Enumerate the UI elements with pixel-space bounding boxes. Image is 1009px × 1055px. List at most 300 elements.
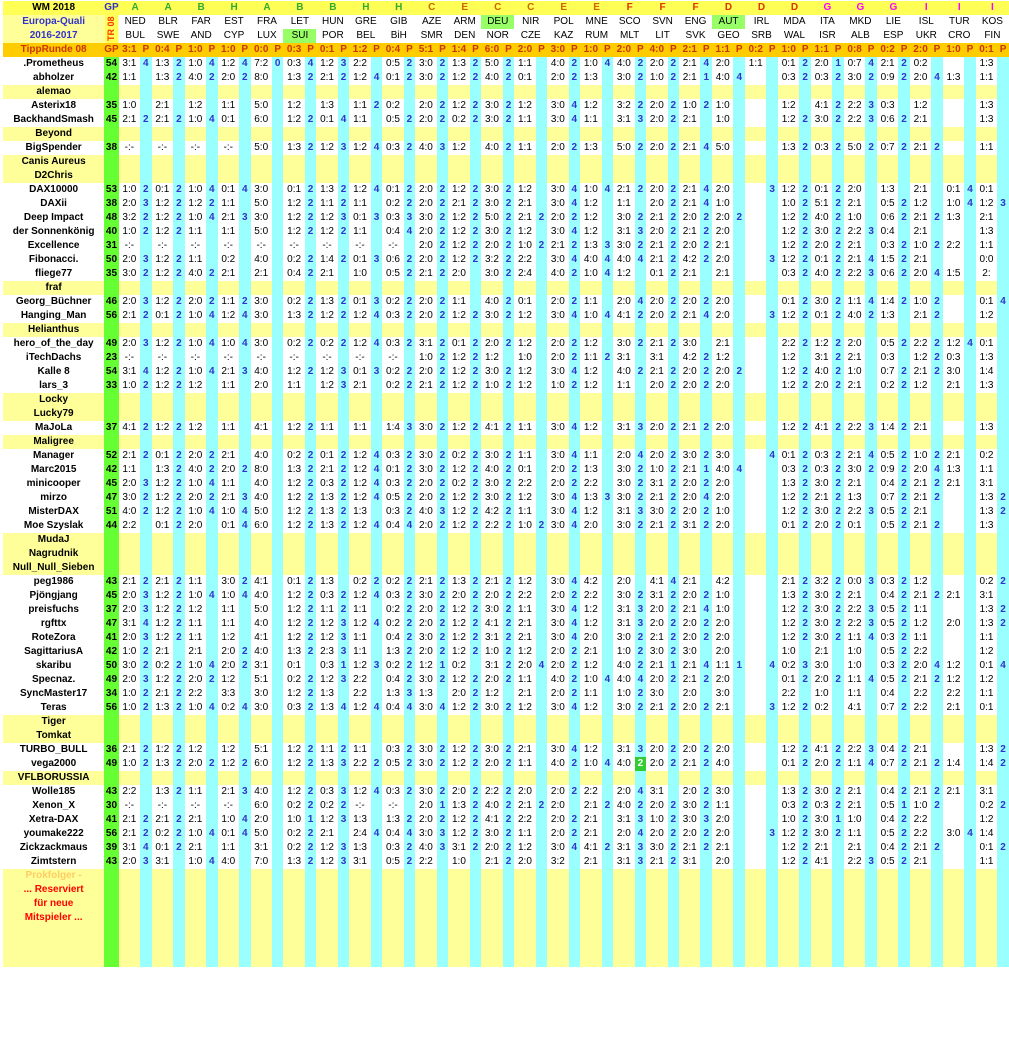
tip-cell [778,715,799,729]
tip-cell: 1:1 [185,225,206,239]
tip-cell: 0:5 [877,197,898,211]
tip-cell: 1:0 [910,295,931,309]
points-cell: 2 [898,211,910,225]
tip-cell [679,561,700,575]
points-cell: 2 [569,337,581,351]
points-cell [371,799,383,813]
tip-cell: 2:1 [910,365,931,379]
tip-cell [251,407,272,421]
tip-cell: 0:3 [382,449,403,463]
tip-cell: -:- [185,351,206,365]
tip-cell: 1:3 [152,757,173,771]
tip-cell: 1:2 [448,183,469,197]
tip-cell: 0:2 [218,253,239,267]
tip-cell [514,281,535,295]
tip-cell: 1:0 [514,519,535,533]
tip-cell: 1:0 [844,211,865,225]
tip-cell [349,547,370,561]
points-cell: 4 [766,449,778,463]
points-cell: 2 [404,197,416,211]
empty-cell [470,883,482,897]
tip-cell [119,533,140,547]
points-cell [569,771,581,785]
points-cell [964,743,976,757]
points-cell: 2 [503,365,515,379]
points-cell: 4 [865,673,877,687]
points-cell: 2 [898,295,910,309]
points-cell [239,743,251,757]
tip-cell: 3:0 [481,827,502,841]
empty-cell [865,925,877,939]
tip-cell: 2:0 [547,645,568,659]
points-cell [964,253,976,267]
points-cell [470,561,482,575]
points-cell: 3 [140,631,152,645]
tip-cell: 2:1 [316,267,337,281]
points-cell [569,799,581,813]
tip-cell: 0:5 [877,799,898,813]
empty-cell [778,869,799,883]
points-cell [964,421,976,435]
points-cell [173,85,185,99]
team-name: SCO [613,15,646,29]
tip-cell: 1:3 [877,309,898,323]
tip-cell: 3:0 [943,365,964,379]
points-cell: 3 [635,421,647,435]
player-gp: 54 [105,366,118,377]
tip-cell [349,323,370,337]
tip-cell: 1:1 [349,197,370,211]
points-cell [239,435,251,449]
points-cell: 4 [569,743,581,757]
points-cell [536,323,548,337]
points-cell [766,617,778,631]
points-cell: 2 [635,309,647,323]
points-cell [272,841,284,855]
points-cell [371,645,383,659]
tip-cell: 2:0 [844,183,865,197]
empty-cell [811,953,832,967]
player-row [3,701,1009,715]
tip-cell [877,729,898,743]
points-cell: 2 [832,337,844,351]
tip-cell: 1:0 [185,701,206,715]
tip-cell [283,281,304,295]
team-name: BUL [119,29,152,43]
points-cell: 2 [832,631,844,645]
points-cell: 2 [404,477,416,491]
tip-cell [316,169,337,183]
tip-cell [382,547,403,561]
empty-cell [602,925,614,939]
tip-cell [943,57,964,71]
result-p: P [404,43,416,57]
points-cell: 3 [865,575,877,589]
points-cell: 2 [206,491,218,505]
points-cell [437,435,449,449]
points-cell: 4 [602,757,614,771]
tip-cell: 4:0 [218,855,239,869]
group-label: I [943,1,976,15]
tip-cell [316,715,337,729]
tip-cell [382,561,403,575]
points-cell: 2 [140,225,152,239]
points-cell: 2 [997,575,1009,589]
points-cell: 4 [602,309,614,323]
tip-cell: 0:7 [877,491,898,505]
points-cell [733,379,745,393]
points-cell [206,645,218,659]
tip-cell: 0:1 [152,519,173,533]
tip-cell [283,533,304,547]
tip-cell: 2:0 [547,71,568,85]
player-row [3,757,1009,771]
points-cell [140,239,152,253]
points-cell: 2 [668,855,680,869]
tip-cell: 3:2 [811,575,832,589]
tip-cell: 3:0 [547,575,568,589]
tip-cell: 4:0 [613,365,634,379]
result-p: P [799,43,811,57]
tip-cell: 1:2 [778,211,799,225]
points-cell [536,365,548,379]
tip-cell: 3:0 [481,365,502,379]
tip-cell [943,743,964,757]
tip-cell: 1:0 [185,183,206,197]
points-cell: 2 [305,141,317,155]
points-cell: 2 [470,477,482,491]
tip-cell [646,561,667,575]
tip-cell: 2:1 [316,827,337,841]
tip-cell [910,547,931,561]
tip-cell [679,407,700,421]
tip-cell: 0:1 [811,309,832,323]
empty-cell [316,869,337,883]
points-cell: 2 [338,253,350,267]
empty-cell [140,911,152,925]
points-cell: 2 [470,827,482,841]
points-cell: 2 [305,477,317,491]
tip-cell [316,729,337,743]
empty-cell [382,939,403,953]
tip-cell: 2:1 [646,337,667,351]
tip-cell: 2:1 [646,659,667,673]
points-cell [536,813,548,827]
points-cell: 2 [668,71,680,85]
tip-cell: 1:0 [580,267,601,281]
points-cell [503,687,515,701]
tip-cell: 1:2 [580,701,601,715]
tip-cell: 1:3 [316,757,337,771]
empty-cell [316,911,337,925]
tip-cell: 1:1 [218,841,239,855]
points-cell: 2 [305,183,317,197]
points-cell: 2 [997,757,1009,771]
tip-cell [976,127,997,141]
tip-cell [976,85,997,99]
tip-cell: 1:0 [910,799,931,813]
tip-cell: 3:0 [811,813,832,827]
points-cell: 2 [173,225,185,239]
player-name: Asterix18 [3,99,104,113]
points-cell [733,323,745,337]
points-cell [766,393,778,407]
team-name: FRA [251,15,284,29]
tip-cell: 2:0 [811,379,832,393]
points-cell [404,239,416,253]
points-cell [272,799,284,813]
tip-cell: 1:0 [119,645,140,659]
points-cell: 2 [173,71,185,85]
points-cell [602,715,614,729]
points-cell: 2 [404,337,416,351]
points-cell: 2 [338,225,350,239]
tip-cell [218,771,239,785]
tip-cell: -:- [218,799,239,813]
tip-cell [844,407,865,421]
tip-cell [547,323,568,337]
tip-cell: 1:2 [316,141,337,155]
points-cell [799,533,811,547]
tip-cell: 1:3 [877,183,898,197]
points-cell [733,855,745,869]
tip-cell: 3:0 [811,603,832,617]
tip-cell: 2:0 [547,295,568,309]
points-cell: 2 [700,211,712,225]
tip-cell [745,715,766,729]
points-cell: 2 [668,589,680,603]
points-cell [536,449,548,463]
points-cell [832,393,844,407]
tip-cell [646,323,667,337]
team-name: ISL [910,15,943,29]
tip-cell: 2:0 [580,519,601,533]
points-cell: 2 [832,99,844,113]
tip-cell [448,561,469,575]
points-cell: 3 [635,841,647,855]
empty-cell [635,939,647,953]
result-p: P [931,43,943,57]
tip-cell: 1:3 [382,813,403,827]
tip-cell: 0:4 [877,841,898,855]
points-cell [799,281,811,295]
points-cell [898,225,910,239]
tip-cell: 1:1 [844,687,865,701]
tip-cell: 1:2 [448,141,469,155]
tip-cell: 2:1 [251,267,272,281]
tip-cell [514,715,535,729]
points-cell [536,183,548,197]
empty-cell [503,883,515,897]
tip-cell: 3:0 [844,463,865,477]
empty-cell [679,939,700,953]
points-cell [305,547,317,561]
empty-cell [712,939,733,953]
player-gp [104,715,118,729]
points-cell [272,407,284,421]
tip-cell: 2:0 [547,351,568,365]
points-cell: 2 [799,337,811,351]
points-cell: 2 [668,113,680,127]
tip-cell: 1:1 [514,57,535,71]
tip-cell: 1:2 [283,617,304,631]
empty-cell [910,953,931,967]
team-name: EST [218,15,251,29]
tip-cell: 2:1 [119,827,140,841]
tip-cell: 1:1 [976,631,997,645]
points-cell: 4 [206,589,218,603]
player-row [3,309,1009,323]
tip-cell: 1:1 [119,71,140,85]
empty-cell [700,953,712,967]
points-cell [997,561,1009,575]
tip-cell: -:- [119,799,140,813]
tip-cell [646,127,667,141]
tip-cell [580,85,601,99]
tip-cell: 1:2 [613,267,634,281]
tip-cell: 1:1 [613,197,634,211]
tip-cell [349,393,370,407]
tip-cell: 3:0 [415,701,436,715]
points-cell: 4 [569,603,581,617]
points-cell: 3 [997,197,1009,211]
points-cell [404,99,416,113]
tip-cell: 1:3 [316,99,337,113]
points-cell [602,589,614,603]
empty-cell [338,953,350,967]
tip-cell: 1:2 [448,379,469,393]
points-cell [931,169,943,183]
points-cell [931,253,943,267]
empty-cell [251,911,272,925]
tip-cell: 1:0 [844,659,865,673]
points-cell [832,715,844,729]
points-cell: 4 [371,701,383,715]
player-name: Xenon_X [3,799,104,813]
points-cell [239,603,251,617]
points-cell: 4 [700,659,712,673]
points-cell: 4 [371,519,383,533]
tip-cell: 0:3 [811,141,832,155]
empty-cell [514,925,535,939]
points-cell: 4 [239,827,251,841]
points-cell [206,85,218,99]
points-cell [239,393,251,407]
empty-cell [152,883,173,897]
points-cell [964,309,976,323]
points-cell [865,323,877,337]
tip-cell: 3:0 [218,575,239,589]
tip-cell [514,729,535,743]
empty-cell [415,939,436,953]
tip-cell: 2:2 [910,337,931,351]
empty-cell [218,897,239,911]
tip-cell: 3:1 [251,659,272,673]
tip-cell: 0:1 [976,337,997,351]
empty-cell [997,897,1009,911]
tip-cell [712,729,733,743]
player-row [3,575,1009,589]
tip-cell: 1:0 [185,57,206,71]
tip-cell: 1:0 [613,645,634,659]
points-cell [371,323,383,337]
tip-cell [646,85,667,99]
points-cell [733,561,745,575]
points-cell: 2 [832,589,844,603]
tip-cell: -:- [316,351,337,365]
points-cell [733,253,745,267]
player-row [3,435,1009,449]
points-cell: 1 [305,813,317,827]
tip-cell [778,85,799,99]
tip-cell: 1:2 [580,197,601,211]
points-cell [997,169,1009,183]
points-cell: 2 [173,421,185,435]
player-gp: 39 [105,842,118,853]
tip-cell: 1:1 [218,617,239,631]
tip-cell: 4:0 [251,617,272,631]
points-cell: 2 [140,491,152,505]
tip-cell: 3:0 [712,449,733,463]
tip-cell: 0:3 [283,701,304,715]
points-cell [470,85,482,99]
tip-cell: 2:0 [679,379,700,393]
tip-cell: 1:1 [976,687,997,701]
tip-cell: 2:2 [580,477,601,491]
player-gp [104,127,118,141]
tip-cell: 1:2 [910,99,931,113]
tip-cell: 2:1 [910,743,931,757]
points-cell: 2 [832,239,844,253]
points-cell [635,575,647,589]
tip-cell: 1:4 [943,757,964,771]
points-cell: 4 [140,365,152,379]
tip-cell: 1:0 [580,57,601,71]
points-cell [272,603,284,617]
player-name: Specnaz. [3,673,104,687]
empty-cell [997,911,1009,925]
empty-cell [613,925,634,939]
tip-cell [119,561,140,575]
tip-cell: 0:1 [811,183,832,197]
tip-cell: 2:0 [712,57,733,71]
tip-cell: 1:2 [448,225,469,239]
points-cell: 2 [635,491,647,505]
tr-label: TR 08 [104,15,118,43]
points-cell: 2 [700,827,712,841]
tip-cell [415,715,436,729]
player-row [3,183,1009,197]
tip-cell [152,281,173,295]
tip-cell [745,645,766,659]
result-p: P [536,43,548,57]
points-cell: 2 [635,799,647,813]
empty-cell [613,953,634,967]
tip-cell [943,407,964,421]
empty-cell [185,911,206,925]
group-label: B [316,1,349,15]
tip-cell: 4:0 [251,645,272,659]
points-cell: 2 [173,757,185,771]
tip-cell: 3:0 [481,113,502,127]
points-cell [700,687,712,701]
points-cell [272,421,284,435]
tip-cell: 0:4 [877,743,898,757]
empty-cell [283,883,304,897]
player-row [3,351,1009,365]
points-cell: 2 [470,309,482,323]
points-cell [997,155,1009,169]
